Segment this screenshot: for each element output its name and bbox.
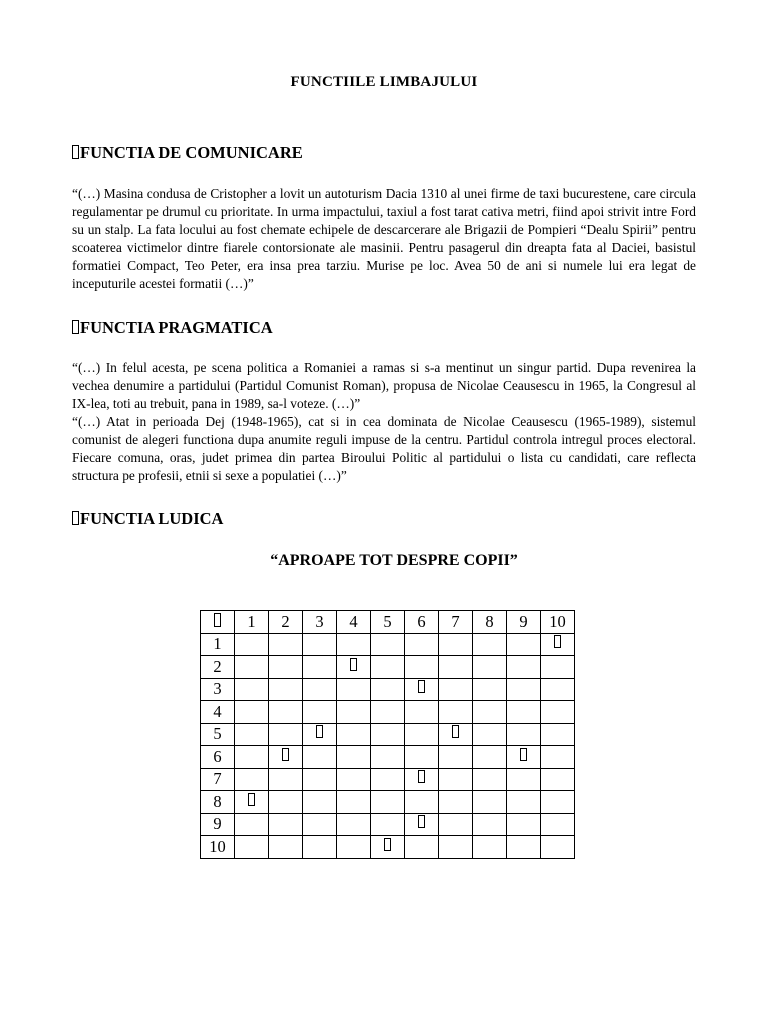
section-heading-label: FUNCTIA PRAGMATICA xyxy=(80,318,273,337)
grid-cell xyxy=(541,768,575,791)
grid-row xyxy=(201,723,575,746)
grid-cell xyxy=(507,746,541,769)
grid-cell xyxy=(371,813,405,836)
grid-cell xyxy=(269,768,303,791)
grid-cell xyxy=(337,678,371,701)
grid-cell xyxy=(303,656,337,679)
box-glyph-icon xyxy=(214,613,221,627)
grid-cell xyxy=(473,656,507,679)
grid-cell xyxy=(337,746,371,769)
puzzle-grid xyxy=(200,610,575,859)
grid-cell xyxy=(235,633,269,656)
grid-cell xyxy=(235,656,269,679)
grid-cell xyxy=(269,678,303,701)
grid-cell xyxy=(337,701,371,724)
grid-cell xyxy=(439,768,473,791)
grid-cell xyxy=(235,678,269,701)
grid-cell xyxy=(473,791,507,814)
grid-cell xyxy=(473,723,507,746)
grid-cell xyxy=(337,836,371,859)
grid-cell xyxy=(405,836,439,859)
grid-cell xyxy=(235,746,269,769)
box-glyph-icon xyxy=(554,635,561,648)
grid-cell xyxy=(405,723,439,746)
grid-cell xyxy=(439,678,473,701)
grid-column-header: 9 xyxy=(507,611,541,634)
grid-row xyxy=(201,768,575,791)
grid-cell xyxy=(235,701,269,724)
grid-cell xyxy=(337,813,371,836)
grid-row-header: 7 xyxy=(201,768,235,791)
grid-cell xyxy=(405,633,439,656)
grid-cell xyxy=(303,768,337,791)
grid-column-header: 10 xyxy=(541,611,575,634)
grid-cell xyxy=(371,701,405,724)
grid-cell xyxy=(269,813,303,836)
grid-cell xyxy=(405,746,439,769)
grid-cell xyxy=(541,701,575,724)
grid-cell xyxy=(507,836,541,859)
grid-row-header: 3 xyxy=(201,678,235,701)
grid-cell xyxy=(371,746,405,769)
box-glyph-icon xyxy=(316,725,323,738)
grid-column-header: 4 xyxy=(337,611,371,634)
grid-cell xyxy=(439,633,473,656)
grid-row xyxy=(201,746,575,769)
grid-cell xyxy=(439,791,473,814)
grid-cell xyxy=(269,701,303,724)
section-heading-pragmatica xyxy=(72,318,273,338)
grid-cell xyxy=(371,678,405,701)
grid-cell xyxy=(439,701,473,724)
box-glyph-icon xyxy=(418,815,425,828)
grid-row-header: 2 xyxy=(201,656,235,679)
grid-cell xyxy=(303,791,337,814)
grid-column-header: 8 xyxy=(473,611,507,634)
grid-cell xyxy=(337,633,371,656)
grid-cell xyxy=(337,723,371,746)
grid-cell xyxy=(541,723,575,746)
grid-cell xyxy=(507,768,541,791)
grid-cell xyxy=(303,633,337,656)
bullet-box-icon xyxy=(72,320,79,334)
grid-row xyxy=(201,791,575,814)
grid-cell xyxy=(235,791,269,814)
grid-row-header: 9 xyxy=(201,813,235,836)
box-glyph-icon xyxy=(384,838,391,851)
grid-row xyxy=(201,813,575,836)
grid-cell xyxy=(269,656,303,679)
grid-row-header: 6 xyxy=(201,746,235,769)
grid-cell xyxy=(541,836,575,859)
grid-cell xyxy=(507,656,541,679)
grid-cell xyxy=(541,633,575,656)
grid-row-header: 1 xyxy=(201,633,235,656)
grid-cell xyxy=(473,813,507,836)
grid-cell xyxy=(269,791,303,814)
grid-cell xyxy=(507,791,541,814)
bullet-box-icon xyxy=(72,511,79,525)
grid-cell xyxy=(303,836,337,859)
grid-cell xyxy=(371,656,405,679)
grid-cell xyxy=(507,723,541,746)
grid-corner-cell xyxy=(201,611,235,634)
grid-row xyxy=(201,701,575,724)
box-glyph-icon xyxy=(350,658,357,671)
bullet-box-icon xyxy=(72,145,79,159)
grid-cell xyxy=(337,656,371,679)
grid-column-header: 5 xyxy=(371,611,405,634)
grid-cell xyxy=(473,836,507,859)
grid-cell xyxy=(473,678,507,701)
grid-cell xyxy=(439,813,473,836)
grid-row-header: 8 xyxy=(201,791,235,814)
section-heading-ludica xyxy=(72,509,223,529)
grid-row xyxy=(201,836,575,859)
grid-header-row xyxy=(201,611,575,634)
section-heading-comunicare xyxy=(72,143,303,163)
grid-cell xyxy=(507,678,541,701)
grid-row-header: 10 xyxy=(201,836,235,859)
grid-cell xyxy=(473,633,507,656)
grid-cell xyxy=(371,633,405,656)
grid-column-header: 7 xyxy=(439,611,473,634)
grid-cell xyxy=(371,836,405,859)
box-glyph-icon xyxy=(418,770,425,783)
paragraph-pragmatica-1: “(…) In felul acesta, pe scena politica a Romaniei a ramas si s-a mentinut un singur partid. Dupa revenirea la vechea denumire a partidului (Partidul Comunist Roman), propusa de Nicolae Ceausescu in 1965, la Congresul al IX-lea, toti au trebuit, pana in 1989, sa-l voteze. (…)” xyxy=(72,360,696,411)
grid-cell xyxy=(371,723,405,746)
grid-row xyxy=(201,678,575,701)
grid-cell xyxy=(371,791,405,814)
grid-cell xyxy=(303,678,337,701)
section-heading-label: FUNCTIA LUDICA xyxy=(80,509,224,528)
grid-cell xyxy=(473,701,507,724)
grid-cell xyxy=(269,723,303,746)
grid-cell xyxy=(405,701,439,724)
grid-cell xyxy=(337,791,371,814)
grid-cell xyxy=(439,656,473,679)
grid-cell xyxy=(303,813,337,836)
grid-column-header: 3 xyxy=(303,611,337,634)
grid-cell xyxy=(303,723,337,746)
grid-cell xyxy=(507,813,541,836)
grid-cell xyxy=(235,836,269,859)
grid-cell xyxy=(439,836,473,859)
grid-cell xyxy=(235,723,269,746)
grid-column-header: 2 xyxy=(269,611,303,634)
box-glyph-icon xyxy=(282,748,289,761)
box-glyph-icon xyxy=(248,793,255,806)
grid-cell xyxy=(405,813,439,836)
paragraph-pragmatica-2: “(…) Atat in perioada Dej (1948-1965), cat si in cea dominata de Nicolae Ceausescu (1965-1989), sistemul comunist de alegeri functiona dupa anumite reguli impuse de la centru. Partidul controla intregul proces electoral. Fiecare comuna, oras, judet primea din partea Biroului Politic al partidului o lista cu candidati, care reflecta structura pe profesii, etnii si sexe a populatiei (…)” xyxy=(72,414,696,483)
box-glyph-icon xyxy=(520,748,527,761)
puzzle-subtitle: “APROAPE TOT DESPRE COPII” xyxy=(270,552,518,569)
grid-cell xyxy=(269,746,303,769)
grid-cell xyxy=(541,656,575,679)
section-heading-label: FUNCTIA DE COMUNICARE xyxy=(80,143,303,162)
grid-cell xyxy=(507,633,541,656)
grid-cell xyxy=(473,746,507,769)
grid-cell xyxy=(541,746,575,769)
box-glyph-icon xyxy=(452,725,459,738)
paragraph-comunicare: “(…) Masina condusa de Cristopher a lovit un autoturism Dacia 1310 al unei firme de taxi bucurestene, care circula regulamentar pe drumul cu prioritate. In urma impactului, taxiul a fost tarat cativa metri, fiind apoi strivit intre Ford su un stalp. La fata locului au fost chemate echipele de descarcerare ale Brigazii de Pompieri “Dealu Spirii” pentru scoaterea victimelor dintre fiarele contorsionate ale masinii. Pentru pasagerul din dreapta fata al Daciei, basistul formatiei Compact, Teo Peter, era insa prea tarziu. Murise pe loc. Avea 50 de ani si numele lui era legat de inceputurile acestei formatii (…)” xyxy=(72,186,696,291)
grid-cell xyxy=(473,768,507,791)
grid-cell xyxy=(405,656,439,679)
grid-cell xyxy=(371,768,405,791)
grid-cell xyxy=(507,701,541,724)
grid-cell xyxy=(541,791,575,814)
grid-cell xyxy=(337,768,371,791)
grid-column-header: 6 xyxy=(405,611,439,634)
document-title: FUNCTIILE LIMBAJULUI xyxy=(290,74,478,90)
grid-cell xyxy=(235,768,269,791)
grid-cell xyxy=(269,836,303,859)
grid-row-header: 4 xyxy=(201,701,235,724)
grid-cell xyxy=(541,678,575,701)
grid-cell xyxy=(235,813,269,836)
grid-column-header: 1 xyxy=(235,611,269,634)
grid-cell xyxy=(541,813,575,836)
grid-cell xyxy=(405,678,439,701)
grid-cell xyxy=(303,746,337,769)
grid-cell xyxy=(269,633,303,656)
grid-cell xyxy=(405,768,439,791)
grid-cell xyxy=(405,791,439,814)
grid-row-header: 5 xyxy=(201,723,235,746)
grid-cell xyxy=(439,746,473,769)
grid-cell xyxy=(303,701,337,724)
grid-cell xyxy=(439,723,473,746)
box-glyph-icon xyxy=(418,680,425,693)
grid-row xyxy=(201,633,575,656)
grid-row xyxy=(201,656,575,679)
